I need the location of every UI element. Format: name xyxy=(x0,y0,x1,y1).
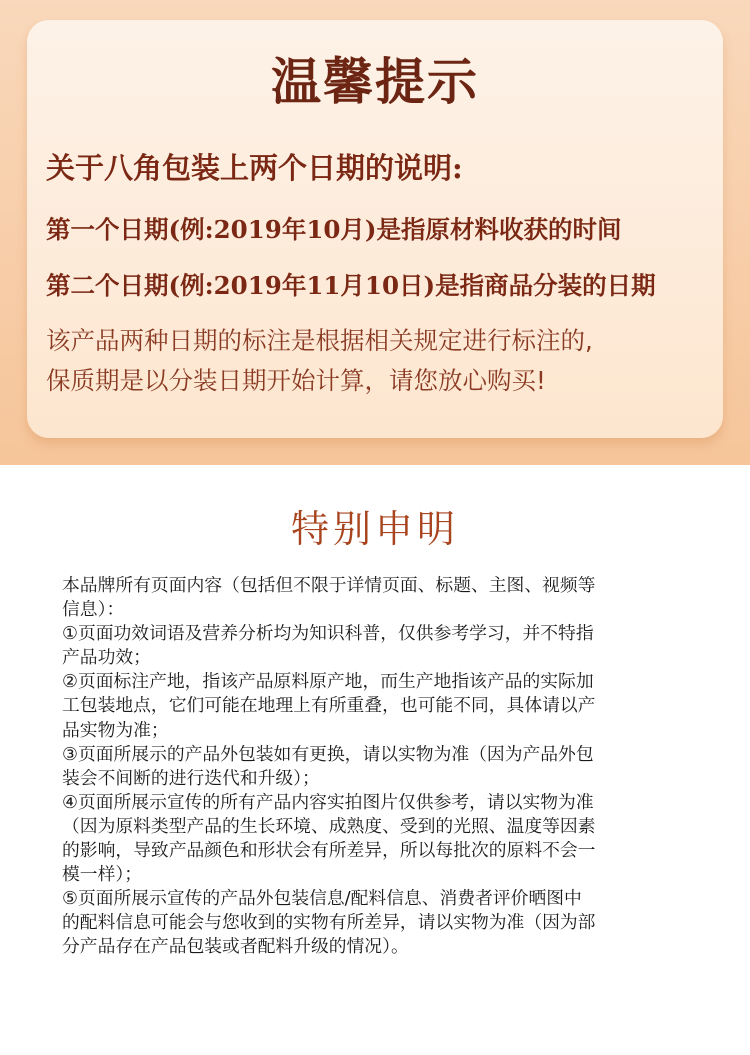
notice-title: 温馨提示 xyxy=(271,52,479,111)
shelf-life-note-line-2: 保质期是以分装日期开始计算，请您放心购买! xyxy=(46,366,546,395)
statement-title: 特别申明 xyxy=(290,507,459,551)
second-date-explanation: 第二个日期(例:2019年11月10日)是指商品分装的日期 xyxy=(46,271,656,300)
statement-line: 品实物为准； xyxy=(62,719,169,741)
statement-line: ①页面功效词语及营养分析均为知识科普，仅供参考学习，并不特指 xyxy=(62,623,594,645)
statement-line: 装会不间断的进行迭代和升级）； xyxy=(62,767,320,789)
notice-subtitle: 关于八角包装上两个日期的说明: xyxy=(46,151,463,185)
shelf-life-note-line-1: 该产品两种日期的标注是根据相关规定进行标注的, xyxy=(46,326,593,355)
statement-line: 的影响，导致产品颜色和形状会有所差异，所以每批次的原料不会一 xyxy=(62,840,596,862)
statement-body xyxy=(62,574,702,960)
statement-line: 的配料信息可能会与您收到的实物有所差异，请以实物为准（因为部 xyxy=(62,912,596,934)
first-date-explanation: 第一个日期(例:2019年10月)是指原材料收获的时间 xyxy=(46,215,622,244)
statement-line: 分产品存在产品包装或者配料升级的情况）。 xyxy=(62,936,409,958)
statement-line: ②页面标注产地，指该产品原料原产地，而生产地指该产品的实际加 xyxy=(62,671,594,693)
statement-line: 信息）： xyxy=(62,599,125,621)
statement-line: 产品功效； xyxy=(62,647,151,669)
statement-line: 模一样）； xyxy=(62,864,143,886)
statement-line: ⑤页面所展示宣传的产品外包装信息/配料信息、消费者评价晒图中 xyxy=(62,888,582,910)
statement-line: 本品牌所有页面内容（包括但不限于详情页面、标题、主图、视频等 xyxy=(62,575,596,596)
statement-line: ④页面所展示宣传的所有产品内容实拍图片仅供参考，请以实物为准 xyxy=(62,791,594,813)
statement-line: ③页面所展示的产品外包装如有更换，请以实物为准（因为产品外包 xyxy=(62,743,594,765)
statement-line: （因为原料类型产品的生长环境、成熟度、受到的光照、温度等因素 xyxy=(62,815,596,837)
statement-line: 工包装地点，它们可能在地理上有所重叠，也可能不同，具体请以产 xyxy=(62,695,596,717)
